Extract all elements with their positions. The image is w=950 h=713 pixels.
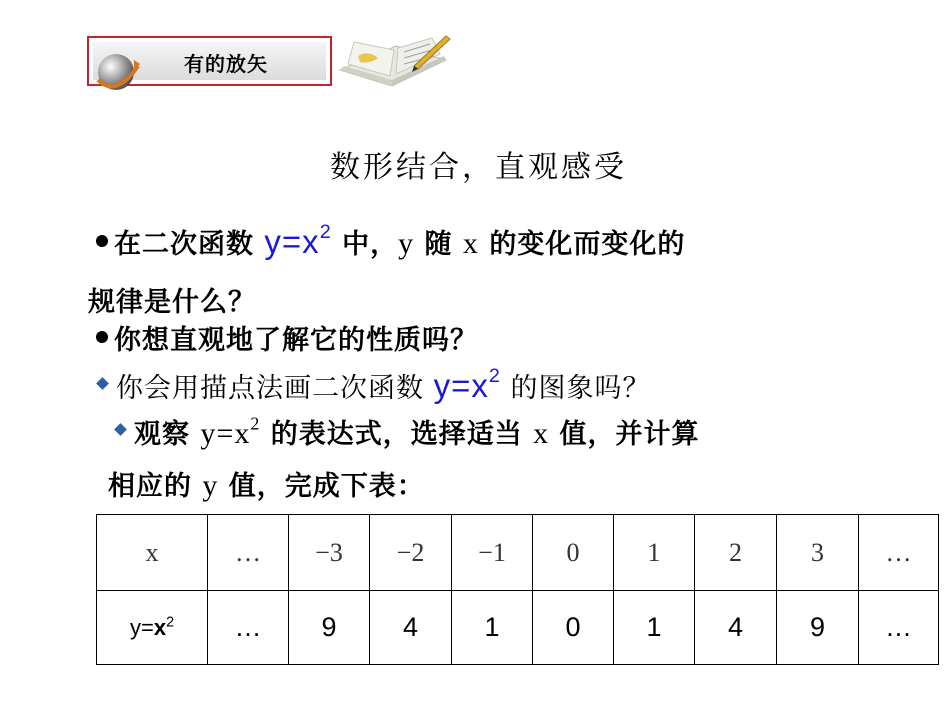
bullet-line-4: 观察 $y=x^2$ 的表达式，选择适当 x 值，并计算 xyxy=(116,412,700,451)
table-cell: 3 xyxy=(777,515,859,591)
table-cell: 2 xyxy=(695,515,777,591)
table-row-x xyxy=(97,515,939,591)
table-header-y: $y=x^2$ xyxy=(97,591,208,665)
table-cell: 0 xyxy=(533,591,614,665)
bullet-line-1: 在二次函数 $y=x^2$ 中，y 随 x 的变化而变化的 xyxy=(96,222,685,261)
section-tag-label: 有的放矢 xyxy=(184,52,268,76)
open-book-icon xyxy=(334,30,454,102)
table-cell: 1 xyxy=(614,515,695,591)
table-cell: −2 xyxy=(370,515,452,591)
table-cell: 0 xyxy=(533,515,614,591)
table-cell: … xyxy=(859,591,939,665)
globe-icon xyxy=(94,50,144,100)
bullet-dot-icon xyxy=(96,235,108,247)
table-row-y xyxy=(97,591,939,665)
bullet-line-3: 你会用描点法画二次函数 $y=x^2$ 的图象吗？ xyxy=(98,366,650,405)
bullet-line-1-cont: 规律是什么？ xyxy=(88,287,256,318)
value-table xyxy=(96,514,939,665)
bullet-diamond-icon xyxy=(96,377,109,390)
table-header-x: x xyxy=(97,515,208,591)
table-cell: … xyxy=(859,515,939,591)
table-cell: 4 xyxy=(695,591,777,665)
bullet-dot-icon xyxy=(96,331,108,343)
bullet-line-4-cont: 相应的 y 值，完成下表： xyxy=(108,469,425,502)
formula: $y=x^2$ xyxy=(264,221,332,260)
table-cell: 9 xyxy=(289,591,370,665)
table-cell: −1 xyxy=(452,515,533,591)
slide-subtitle: 数形结合，直观感受 xyxy=(330,150,627,185)
formula: $y=x^2$ xyxy=(200,413,261,450)
table-cell: 4 xyxy=(370,591,452,665)
table-cell: 1 xyxy=(452,591,533,665)
formula: $y=x^2$ xyxy=(433,365,501,404)
table-cell: −3 xyxy=(289,515,370,591)
table-cell: 9 xyxy=(777,591,859,665)
bullet-diamond-icon xyxy=(114,423,127,436)
bullet-line-2: 你想直观地了解它的性质吗？ xyxy=(96,318,478,357)
table-cell: … xyxy=(208,515,289,591)
table-cell: 1 xyxy=(614,591,695,665)
table-cell: … xyxy=(208,591,289,665)
